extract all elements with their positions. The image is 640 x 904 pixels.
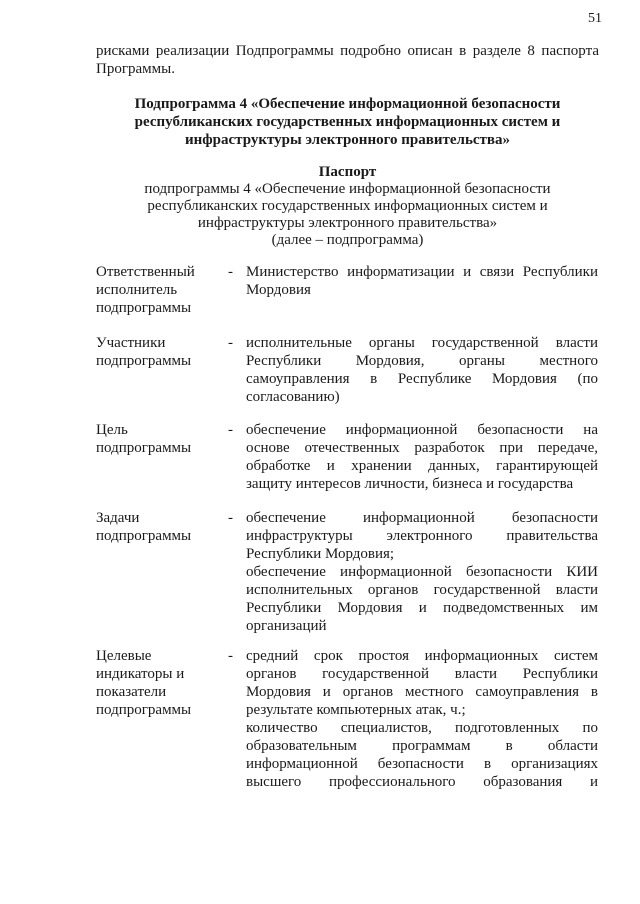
row-label-line: подпрограммы bbox=[96, 353, 192, 369]
row-label-line: исполнитель bbox=[96, 282, 178, 298]
row-value-line: защиту интересов личности, бизнеса и государства bbox=[246, 476, 574, 492]
row-dash: - bbox=[228, 335, 233, 351]
row-label bbox=[96, 263, 226, 317]
row-value-line: образовательным программам в области bbox=[246, 738, 598, 754]
row-label-line: Задачи bbox=[96, 510, 140, 526]
row-value-line: количество специалистов, подготовленных по bbox=[246, 720, 598, 736]
heading-line: инфраструктуры электронного правительства» bbox=[185, 132, 510, 148]
row-value-line: Мордовия и органов местного самоуправления в bbox=[246, 684, 598, 700]
row-value-line: Мордовия bbox=[246, 282, 311, 298]
passport-title: Паспорт bbox=[318, 164, 377, 180]
row-value-line: средний срок простоя информационных систем bbox=[246, 648, 598, 664]
row-label-line: подпрограммы bbox=[96, 300, 192, 316]
row-label bbox=[96, 334, 226, 370]
heading-line: республиканских государственных информационных систем и bbox=[134, 114, 561, 130]
row-label-line: подпрограммы bbox=[96, 440, 192, 456]
row-value-line: обеспечение информационной безопасности КИИ bbox=[246, 564, 598, 580]
row-value bbox=[246, 263, 598, 299]
row-label-line: Ответственный bbox=[96, 264, 195, 280]
row-value-line: органов государственной власти Республики bbox=[246, 666, 598, 682]
passport-subtitle-line: республиканских государственных информационных систем и bbox=[147, 198, 548, 214]
row-label-line: Участники bbox=[96, 335, 166, 351]
row-value-line: обеспечение информационной безопасности на bbox=[246, 422, 598, 438]
row-label bbox=[96, 421, 226, 457]
row-value-line: Республики Мордовия; bbox=[246, 546, 395, 562]
row-value-line: обработке и хранении данных, гарантирующей bbox=[246, 458, 598, 474]
row-value-line: результате компьютерных атак, ч.; bbox=[246, 702, 466, 718]
page-number: 51 bbox=[588, 11, 602, 26]
intro-line: Программы. bbox=[96, 61, 175, 77]
row-value-line: согласованию) bbox=[246, 389, 340, 405]
passport-subtitle-line: подпрограммы 4 «Обеспечение информационной безопасности bbox=[144, 181, 551, 197]
row-value-line: основе отечественных разработок при передаче, bbox=[246, 440, 598, 456]
row-label-line: подпрограммы bbox=[96, 528, 192, 544]
passport-subtitle-line: инфраструктуры электронного правительства» bbox=[197, 215, 498, 231]
row-label bbox=[96, 509, 226, 545]
row-value bbox=[246, 421, 598, 493]
row-value-line: Министерство информатизации и связи Республики bbox=[246, 264, 598, 280]
row-value-line: организаций bbox=[246, 618, 327, 634]
row-label-line: Цель bbox=[96, 422, 128, 438]
intro-paragraph bbox=[96, 42, 599, 78]
row-value-line: инфраструктуры электронного правительства bbox=[246, 528, 598, 544]
row-dash: - bbox=[228, 264, 233, 280]
row-dash: - bbox=[228, 648, 233, 664]
row-value-line: исполнительных органов государственной власти bbox=[246, 582, 598, 598]
intro-line: рисками реализации Подпрограммы подробно описан в разделе 8 паспорта bbox=[96, 43, 599, 59]
subprogram-heading bbox=[96, 95, 599, 149]
row-value bbox=[246, 647, 598, 791]
row-dash: - bbox=[228, 422, 233, 438]
row-value-line: Республики Мордовия и подведомственных им bbox=[246, 600, 598, 616]
row-label-line: индикаторы и bbox=[96, 666, 185, 682]
passport-subtitle bbox=[96, 181, 599, 249]
row-value bbox=[246, 509, 598, 635]
row-value bbox=[246, 334, 598, 406]
row-label-line: подпрограммы bbox=[96, 702, 192, 718]
row-dash: - bbox=[228, 510, 233, 526]
row-value-line: информационной безопасности в организациях bbox=[246, 756, 598, 772]
row-value-line: обеспечение информационной безопасности bbox=[246, 510, 598, 526]
row-label bbox=[96, 647, 226, 719]
row-value-line: Республики Мордовия, органы местного bbox=[246, 353, 598, 369]
row-value-line: высшего профессионального образования и bbox=[246, 774, 598, 790]
row-value-line: самоуправления в Республике Мордовия (по bbox=[246, 371, 598, 387]
heading-line: Подпрограмма 4 «Обеспечение информационной безопасности bbox=[134, 96, 561, 112]
passport-subtitle-line: (далее – подпрограмма) bbox=[271, 232, 424, 248]
row-value-line: исполнительные органы государственной власти bbox=[246, 335, 598, 351]
row-label-line: показатели bbox=[96, 684, 167, 700]
row-label-line: Целевые bbox=[96, 648, 152, 664]
